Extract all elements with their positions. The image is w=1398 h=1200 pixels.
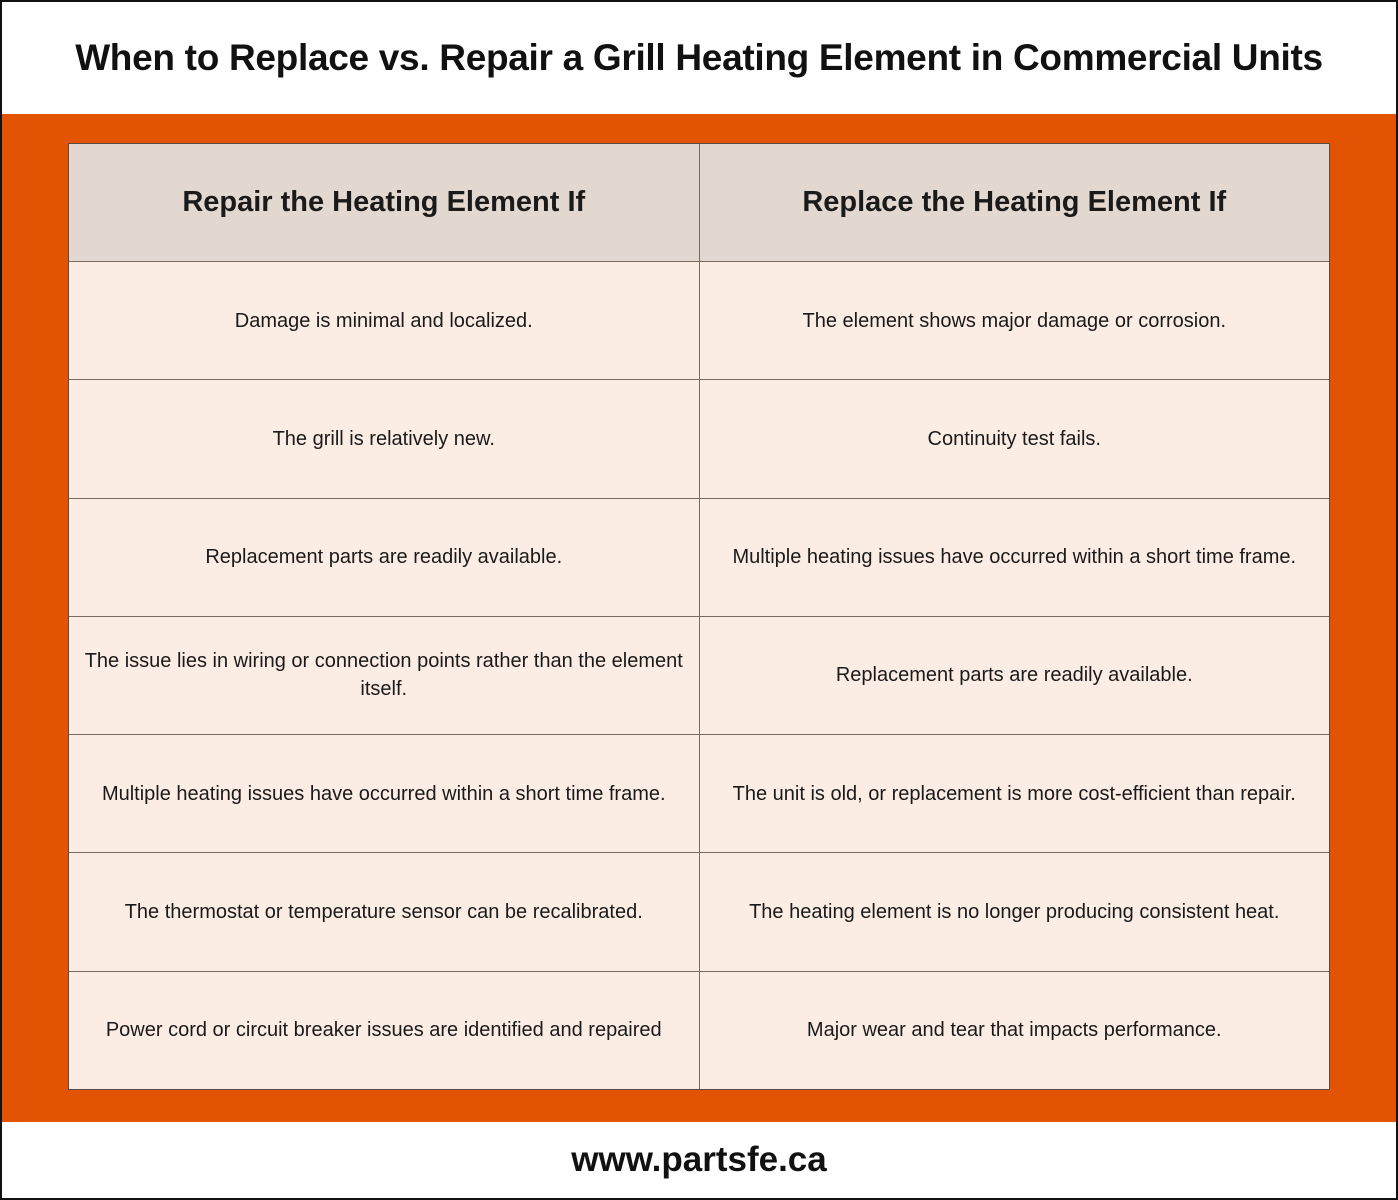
table-header-row [69, 144, 1329, 262]
page-title: When to Replace vs. Repair a Grill Heating Element in Commercial Units [75, 37, 1323, 78]
repair-cell: Damage is minimal and localized. [69, 262, 699, 380]
table-row [69, 262, 1329, 380]
repair-cell: Power cord or circuit breaker issues are identified and repaired [69, 971, 699, 1089]
table-row [69, 380, 1329, 498]
table-row [69, 853, 1329, 971]
replace-cell: The heating element is no longer producing consistent heat. [699, 853, 1329, 971]
replace-cell: Continuity test fails. [699, 380, 1329, 498]
replace-cell: Major wear and tear that impacts performance. [699, 971, 1329, 1089]
table-row [69, 971, 1329, 1089]
repair-cell: Multiple heating issues have occurred within a short time frame. [69, 735, 699, 853]
comparison-table [68, 143, 1330, 1090]
replace-cell: Multiple heating issues have occurred within a short time frame. [699, 498, 1329, 616]
footer [2, 1122, 1396, 1198]
replace-column-header: Replace the Heating Element If [699, 144, 1329, 262]
table-row [69, 616, 1329, 734]
website-link[interactable]: www.partsfe.ca [571, 1140, 827, 1179]
replace-cell: Replacement parts are readily available. [699, 616, 1329, 734]
replace-cell: The element shows major damage or corrosion. [699, 262, 1329, 380]
table-row [69, 498, 1329, 616]
replace-cell: The unit is old, or replacement is more cost-efficient than repair. [699, 735, 1329, 853]
repair-cell: The grill is relatively new. [69, 380, 699, 498]
title-bar [2, 2, 1396, 114]
table-row [69, 735, 1329, 853]
repair-column-header: Repair the Heating Element If [69, 144, 699, 262]
repair-cell: Replacement parts are readily available. [69, 498, 699, 616]
repair-cell: The thermostat or temperature sensor can be recalibrated. [69, 853, 699, 971]
repair-cell: The issue lies in wiring or connection points rather than the element itself. [69, 616, 699, 734]
